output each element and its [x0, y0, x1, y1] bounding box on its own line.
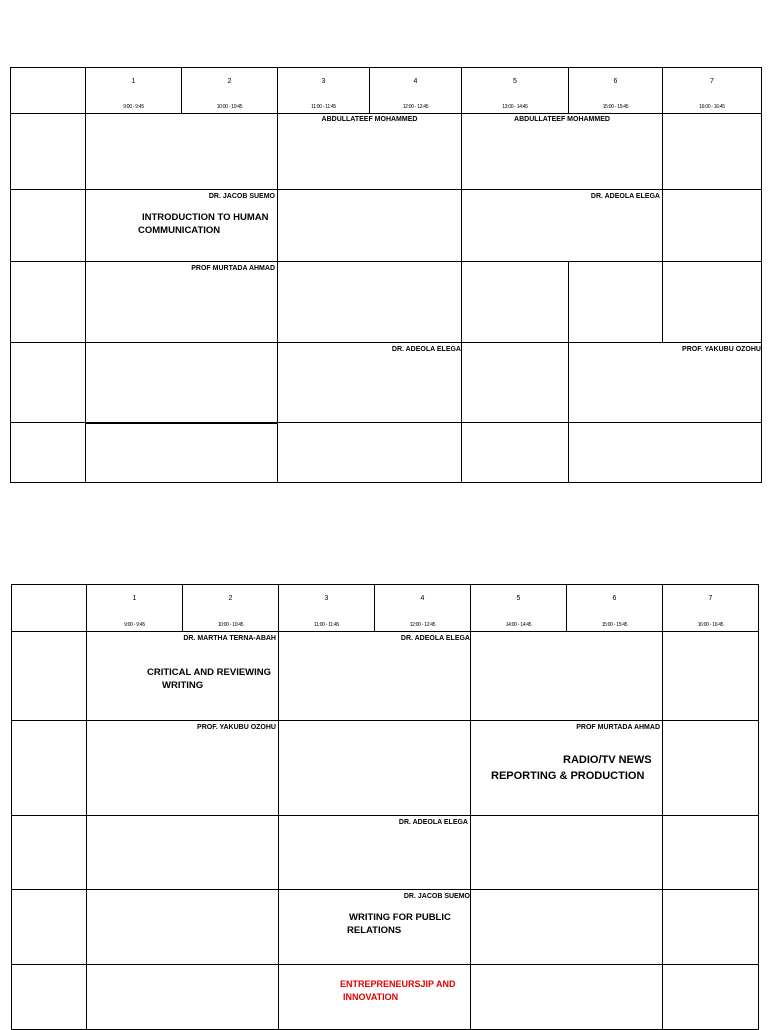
slot-cell: [279, 721, 471, 816]
period-time: 12:00 - 12:45: [402, 104, 429, 110]
slot-cell: [87, 721, 279, 816]
period-time: 16:00 - 16:45: [699, 104, 725, 110]
timetable-2: [11, 584, 759, 1030]
period-header-4: [375, 585, 471, 632]
course-title: [138, 211, 269, 237]
day-cell: [11, 262, 86, 343]
period-time: 11:00 - 11:45: [311, 104, 336, 110]
lecturer-name: DR. JACOB SUEMO: [403, 893, 470, 900]
slot-cell: [87, 965, 279, 1030]
day-cell: [11, 190, 86, 262]
period-number: 3: [324, 595, 329, 602]
period-header-1: [86, 68, 182, 114]
course-title-line: ENTREPRENEURSJIP AND: [340, 979, 456, 989]
slot-cell: [663, 114, 762, 190]
slot-cell: [569, 423, 762, 483]
day-cell: [12, 965, 87, 1030]
period-number: 5: [513, 78, 517, 85]
period-time: 15:00 - 15:45: [601, 622, 628, 628]
course-title-line: INNOVATION: [343, 992, 399, 1002]
timetable-row: [12, 721, 759, 816]
slot-cell: [663, 965, 759, 1030]
course-title-line: COMMUNICATION: [138, 225, 221, 236]
period-time: 14:00 - 14:45: [505, 622, 532, 628]
slot-cell: [462, 190, 663, 262]
lecturer-name: PROF. YAKUBU OZOHU: [197, 724, 276, 731]
course-title: [340, 978, 456, 1004]
slot-cell: [663, 816, 759, 890]
slot-cell: [462, 343, 569, 423]
period-time: 10:00 - 10:45: [217, 622, 244, 628]
period-number: 4: [420, 595, 425, 602]
slot-cell: [279, 632, 471, 721]
period-number: 3: [321, 78, 326, 85]
course-title-line: INTRODUCTION TO HUMAN: [142, 212, 269, 223]
period-header-7: [663, 585, 759, 632]
course-title-line: RELATIONS: [347, 925, 402, 936]
header-row: [11, 68, 762, 114]
period-header-3: [278, 68, 370, 114]
slot-cell: [86, 262, 278, 343]
period-number: 7: [708, 595, 713, 602]
day-cell: [11, 343, 86, 423]
period-time: 13:00 - 14:45: [502, 104, 528, 110]
course-title-line: CRITICAL AND REVIEWING: [147, 667, 272, 678]
slot-cell: [663, 721, 759, 816]
slot-cell: [471, 632, 663, 721]
slot-cell: [86, 343, 278, 423]
period-number: 7: [710, 78, 714, 85]
lecturer-name: DR. ADEOLA ELEGA: [590, 193, 660, 200]
timetable-row: [12, 632, 759, 721]
period-header-7: [663, 68, 762, 114]
lecturer-name: ABDULLATEEF MOHAMMED: [514, 116, 610, 123]
slot-cell: [278, 423, 462, 483]
lecturer-name: DR. ADEOLA ELEGA: [391, 346, 461, 353]
slot-cell: [462, 423, 569, 483]
course-title-line: WRITING: [162, 680, 204, 691]
slot-cell: [462, 114, 663, 190]
timetable-row: [12, 890, 759, 965]
period-header-3: [279, 585, 375, 632]
period-header-2: [182, 68, 278, 114]
period-header-6: [569, 68, 663, 114]
course-title: [491, 752, 652, 784]
period-number: 1: [131, 78, 136, 85]
day-cell: [12, 585, 87, 632]
period-number: 2: [228, 595, 233, 602]
course-title-line: REPORTING & PRODUCTION: [491, 770, 645, 782]
period-time: 9:00 - 9:45: [123, 104, 144, 110]
period-header-6: [567, 585, 663, 632]
slot-cell: [87, 890, 279, 965]
period-number: 6: [613, 78, 618, 85]
period-header-5: [462, 68, 569, 114]
slot-cell: [87, 816, 279, 890]
lecturer-name: PROF. YAKUBU OZOHU: [682, 346, 761, 353]
lecturer-name: DR. JACOB SUEMO: [208, 193, 275, 200]
course-title: [349, 911, 451, 937]
course-cell: [279, 890, 471, 965]
day-cell: [12, 632, 87, 721]
period-header-5: [471, 585, 567, 632]
period-header-2: [183, 585, 279, 632]
day-cell: [12, 816, 87, 890]
day-cell: [11, 68, 86, 114]
slot-cell: [663, 262, 762, 343]
day-cell: [12, 890, 87, 965]
slot-cell: [279, 816, 471, 890]
lecturer-name: PROF MURTADA AHMAD: [576, 724, 660, 731]
slot-cell: [663, 890, 759, 965]
lecturer-name: DR. ADEOLA ELEGA: [400, 635, 470, 642]
slot-cell: [569, 343, 762, 423]
course-cell: [279, 965, 471, 1030]
timetable-row: [12, 816, 759, 890]
period-time: 11:00 - 11:45: [314, 622, 339, 628]
day-cell: [11, 114, 86, 190]
timetable-1: [10, 67, 762, 483]
period-number: 1: [132, 595, 137, 602]
timetable-row: [11, 343, 762, 423]
course-title-line: RADIO/TV NEWS: [563, 754, 652, 766]
day-cell: [11, 423, 86, 483]
slot-cell: [663, 632, 759, 721]
course-cell: [87, 632, 279, 721]
slot-cell: [86, 114, 278, 190]
slot-cell: [278, 114, 462, 190]
timetable-row: [11, 423, 762, 483]
period-time: 10:00 - 10:45: [216, 104, 243, 110]
slot-cell: [663, 190, 762, 262]
course-title: [147, 666, 271, 692]
period-header-4: [370, 68, 462, 114]
day-cell: [12, 721, 87, 816]
period-time: 12:00 - 12:45: [409, 622, 436, 628]
period-header-1: [87, 585, 183, 632]
slot-cell: [471, 890, 663, 965]
slot-cell: [462, 262, 569, 343]
period-number: 6: [612, 595, 617, 602]
slot-cell: [278, 190, 462, 262]
period-number: 4: [413, 78, 418, 85]
timetable-row: [11, 190, 762, 262]
timetable-row: [11, 262, 762, 343]
period-time: 9:00 - 9:45: [124, 622, 145, 628]
period-number: 2: [227, 78, 232, 85]
timetable-row: [11, 114, 762, 190]
slot-cell: [569, 262, 663, 343]
slot-cell: [471, 965, 663, 1030]
header-row: [12, 585, 759, 632]
slot-cell: [471, 816, 663, 890]
course-cell: [471, 721, 663, 816]
timetable-row: [12, 965, 759, 1030]
slot-cell: [278, 343, 462, 423]
lecturer-name: DR. MARTHA TERNA-ABAH: [183, 635, 276, 642]
period-number: 5: [516, 595, 521, 602]
lecturer-name: ABDULLATEEF MOHAMMED: [321, 116, 418, 123]
slot-cell: [86, 423, 278, 483]
period-time: 15:00 - 15:45: [602, 104, 629, 110]
period-time: 16:00 - 16:45: [697, 622, 724, 628]
lecturer-name: DR. ADEOLA ELEGA: [398, 819, 468, 826]
course-cell: [86, 190, 278, 262]
course-title-line: WRITING FOR PUBLIC: [349, 912, 451, 923]
lecturer-name: PROF MURTADA AHMAD: [191, 265, 275, 272]
slot-cell: [278, 262, 462, 343]
